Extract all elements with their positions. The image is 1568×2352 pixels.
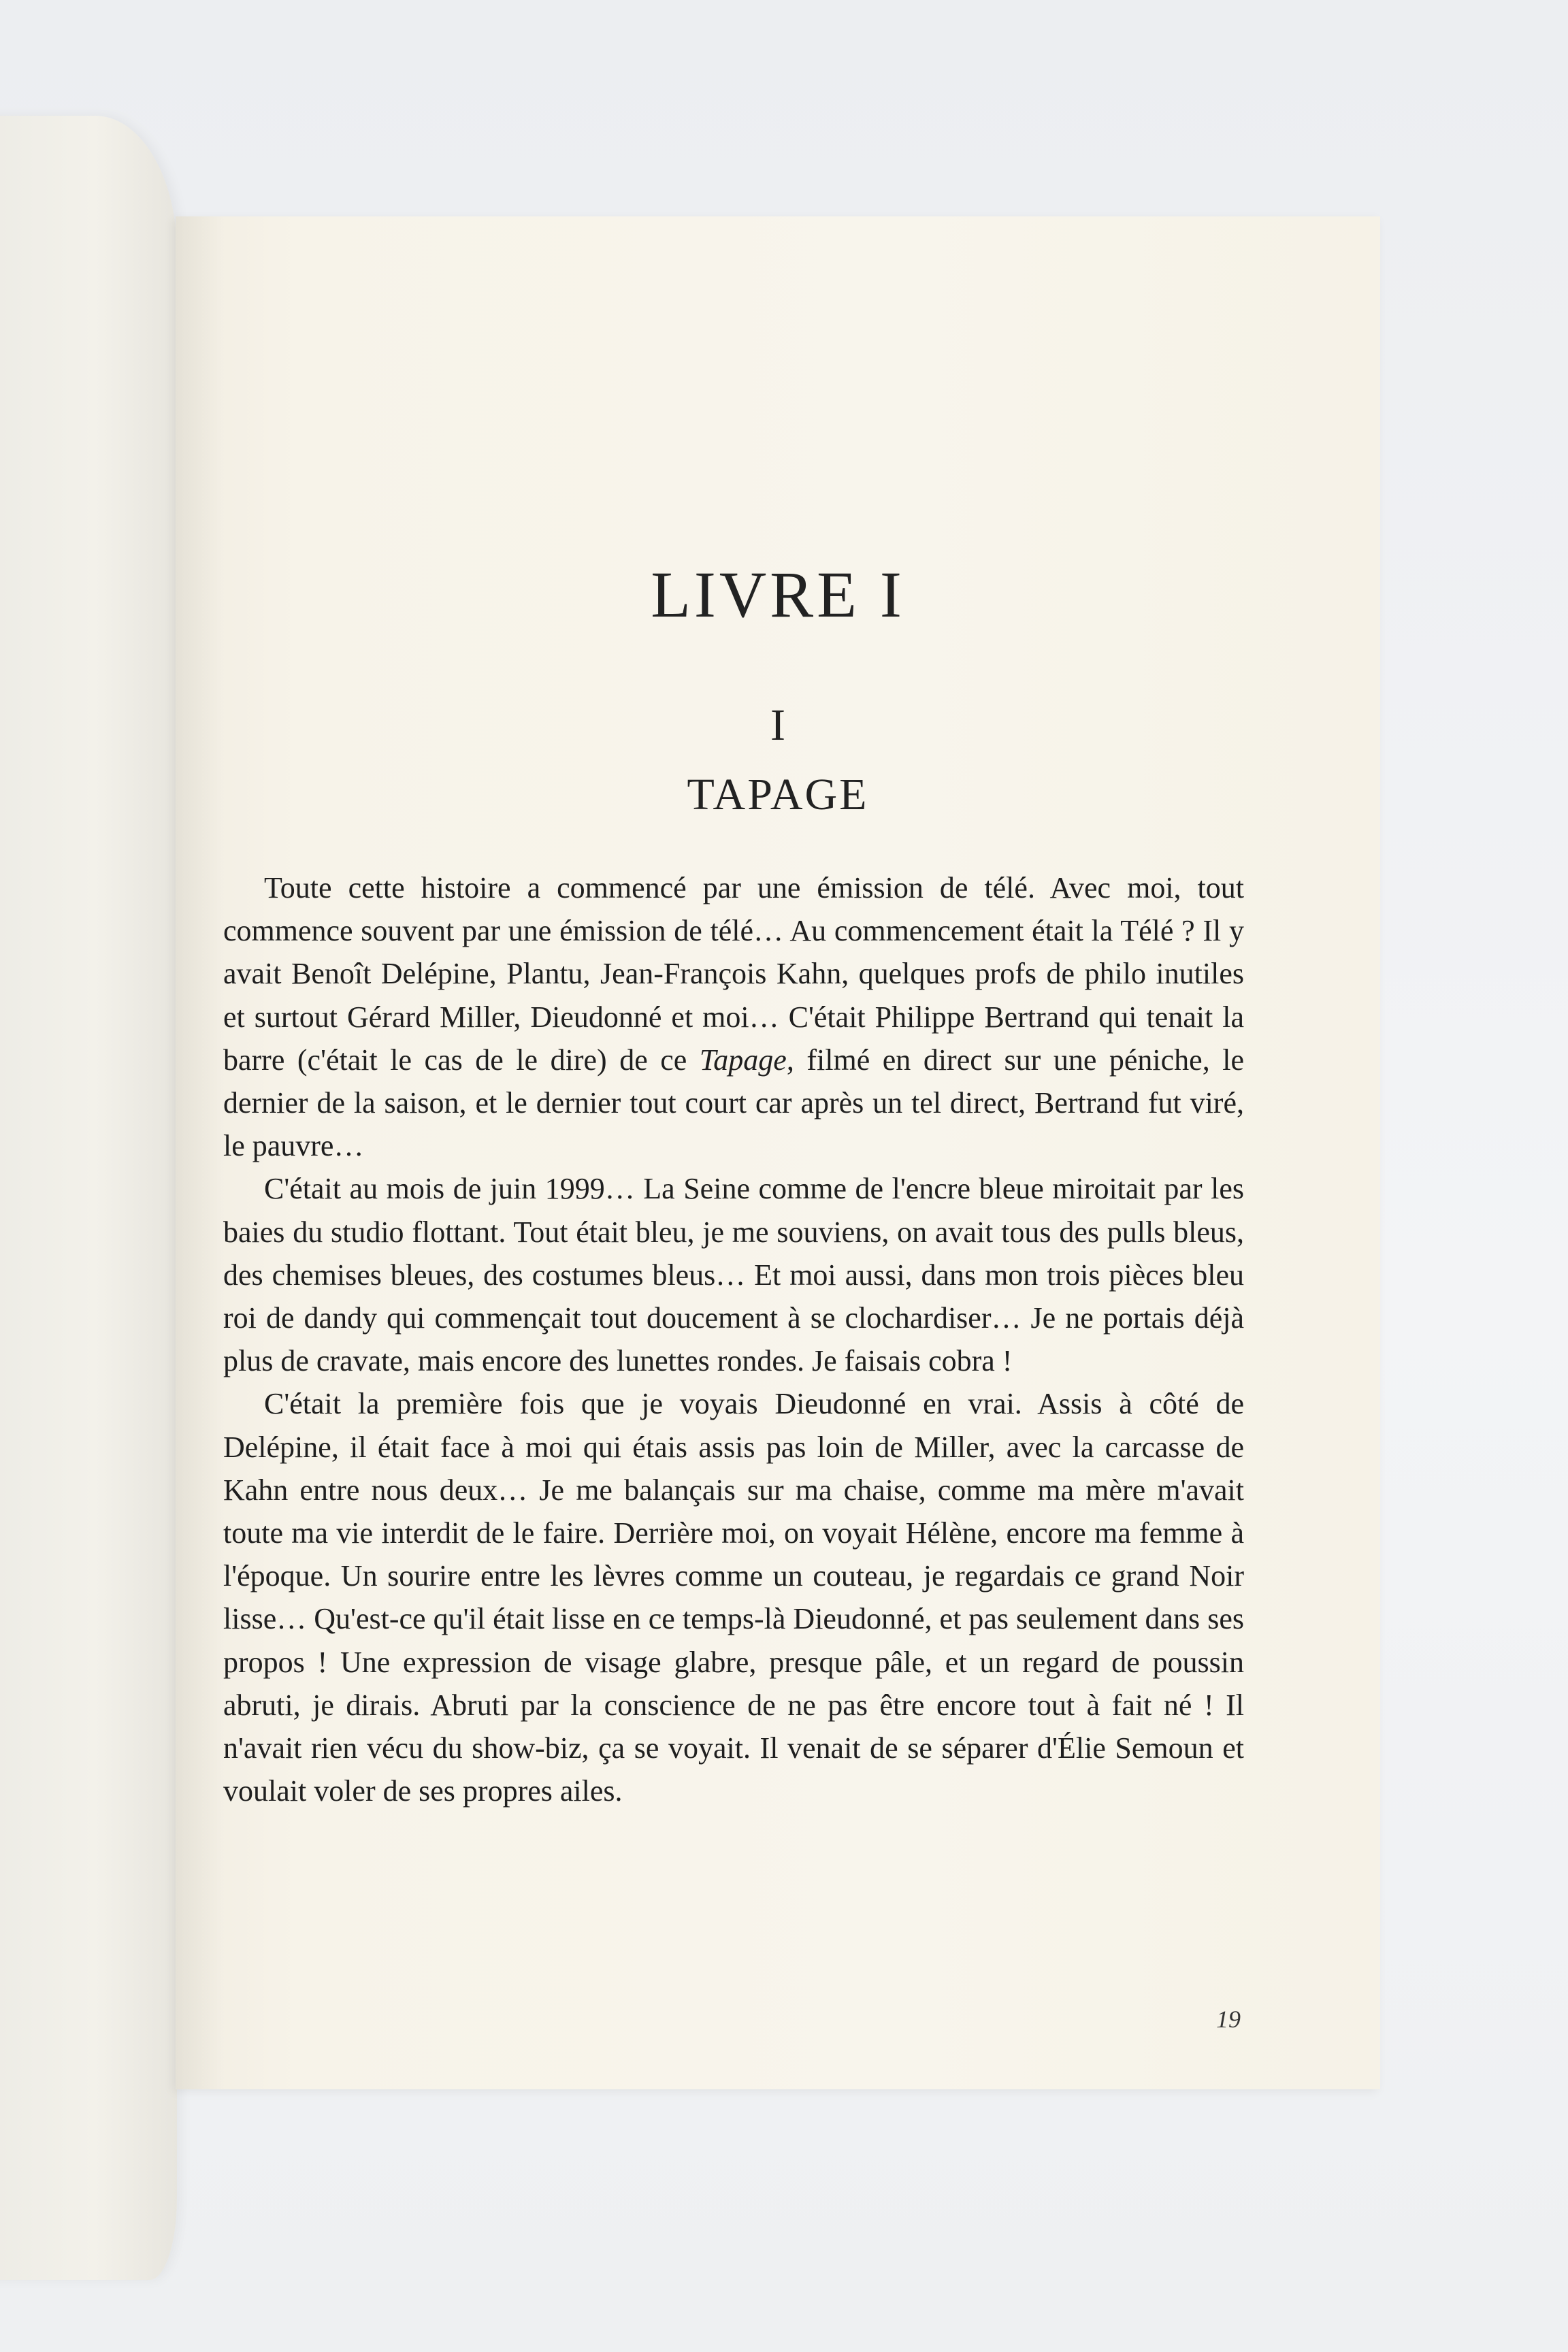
chapter-body xyxy=(223,866,1244,1812)
show-through-text xyxy=(210,373,1326,414)
paragraph: C'était au mois de juin 1999… La Seine comme de l'encre bleue miroitait par les baies du studio flottant. Tout était bleu, je me souviens, on avait tous des pulls bleus, des chemises bleues, des costumes bleus… Et moi aussi, dans mon trois pièces bleu roi de dandy qui commençait tout doucement à se clochardiser… Je ne portais déjà plus de cravate, mais encore des lunettes rondes. Je faisais cobra ! xyxy=(223,1172,1244,1378)
facing-page xyxy=(0,116,177,2280)
page-number: 19 xyxy=(1216,2006,1241,2033)
book-page xyxy=(176,216,1380,2089)
chapter-number: I xyxy=(770,700,785,750)
page-gutter-shadow xyxy=(176,216,223,2089)
paragraph: C'était la première fois que je voyais Dieudonné en vrai. Assis à côté de Delépine, il était face à moi qui étais assis pas loin de Miller, avec la carcasse de Kahn entre nous deux… Je me balançais sur ma chaise, comme ma mère m'avait toute ma vie interdit de le faire. Derrière moi, on voyait Hélène, encore ma femme à l'époque. Un sourire entre les lèvres comme un couteau, je regardais ce grand Noir lisse… Qu'est-ce qu'il était lisse en ce temps-là Dieudonné, et pas seulement dans ses propos ! Une expression de visage glabre, presque pâle, et un regard de poussin abruti, je dirais. Abruti par la conscience de ne pas être encore tout à fait né ! Il n'avait rien vécu du show-biz, ça se voyait. Il venait de se séparer d'Élie Semoun et voulait voler de ses propres ailes. xyxy=(223,1387,1244,1808)
chapter-title: TAPAGE xyxy=(687,770,869,819)
paragraph: Toute cette histoire a commencé par une émission de télé. Avec moi, tout commence souvent par une émission de télé… Au commencement était la Télé ? Il y avait Benoît Delépine, Plantu, Jean-François Kahn, quelques profs de philo inutiles et surtout Gérard Miller, Dieudonné et moi… C'était Philippe Bertrand qui tenait la barre (c'était le cas de le dire) de ce Tapage, filmé en direct sur une péniche, le dernier de la saison, et le dernier tout court car après un tel direct, Bertrand fut viré, le pauvre… xyxy=(223,871,1244,1163)
book-title: LIVRE I xyxy=(651,558,905,631)
show-title-italic: Tapage xyxy=(699,1043,787,1077)
